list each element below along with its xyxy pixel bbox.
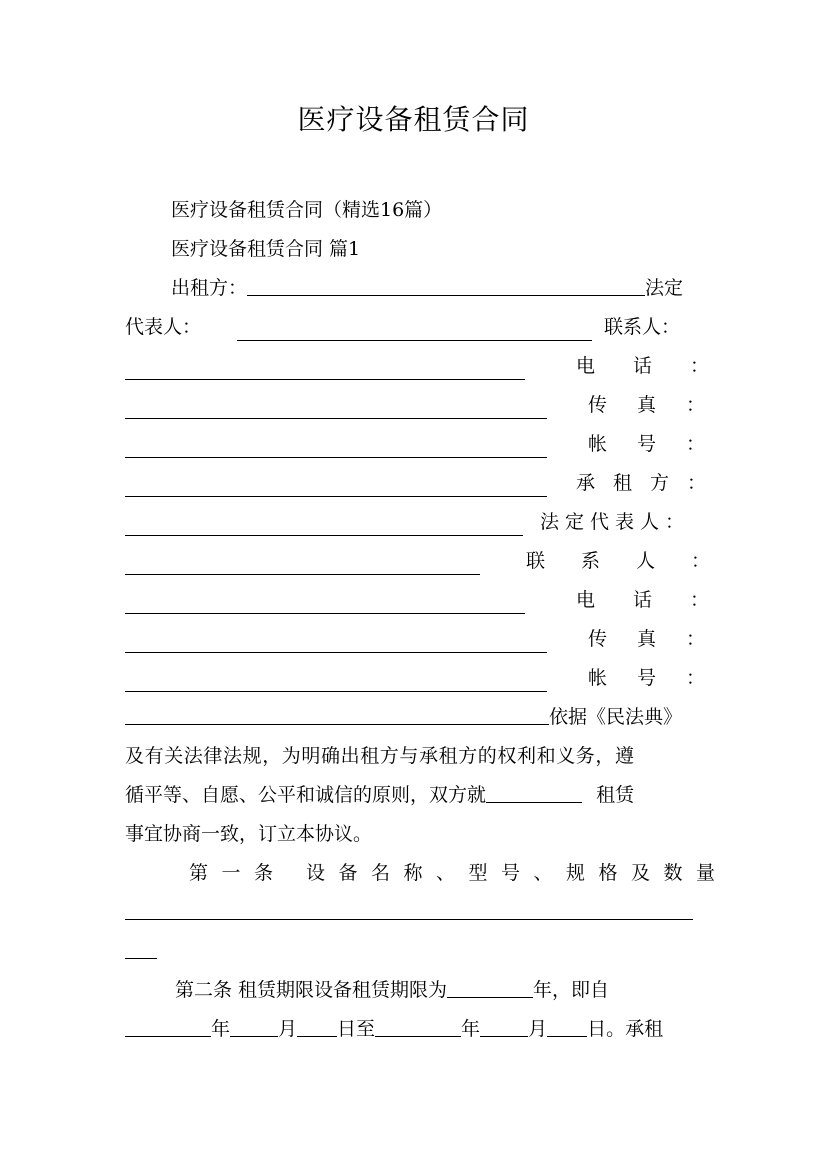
day-label: 日至 [337,1018,376,1040]
account-line [125,426,736,462]
phone-label: 电话： [576,355,748,377]
lessee-contact-line [125,543,747,579]
article2-a: 第二条 租赁期限设备租赁期限为 [175,979,448,1001]
contact-label-2: 联系人： [526,550,747,572]
basis-line [125,699,717,735]
year-label-2: 年 [461,1018,481,1040]
lessee-fax-blank[interactable] [125,667,547,692]
month-label: 月 [278,1018,298,1040]
article1-heading: 第一条 设备名称、型号、规格及数量 [189,862,729,884]
start-year-blank[interactable] [125,1012,211,1037]
para1-line1: 及有关法律法规，为明确出租方与承租方的权利和义务，遵 [125,745,635,767]
end-month-blank[interactable] [480,1012,528,1037]
legal-rep-suffix: 法定 [645,277,684,299]
lessor-line [125,270,700,306]
contact-blank[interactable] [125,355,525,380]
lessor-blank[interactable] [247,271,645,296]
month-label-2: 月 [528,1018,548,1040]
lessee-label: 承租方： [576,472,725,494]
lease-term-blank[interactable] [447,973,533,998]
article1-blank[interactable] [125,895,693,920]
end-day-blank[interactable] [547,1012,587,1037]
lessee-legal-rep-blank[interactable] [125,550,480,575]
lessee-line [125,465,725,501]
document-title: 医疗设备租赁合同 [297,103,530,136]
lessee-contact-blank[interactable] [125,589,525,614]
account-label: 帐号： [588,433,736,455]
rep-prefix: 代表人： [125,316,202,338]
para1-line2 [125,777,700,813]
start-month-blank[interactable] [230,1012,278,1037]
article1-blank-2[interactable] [125,934,157,959]
fax-label-2: 传真： [588,628,736,650]
fax-label: 传真： [588,394,736,416]
article2-line2 [125,1011,700,1047]
fax-blank[interactable] [125,433,547,458]
article2-line1 [125,972,700,1008]
article1-blank-line [125,894,700,930]
lessee-fax-line [125,621,736,657]
legal-rep-blank[interactable] [237,316,592,341]
account-blank[interactable] [125,472,547,497]
day-end-label: 日。承租 [587,1018,664,1040]
lessee-phone-line [125,582,748,618]
para1-line2a: 循平等、自愿、公平和诚信的原则，双方就 [125,784,487,806]
article1-blank-line-2 [125,933,700,969]
lessee-blank[interactable] [125,511,523,536]
phone-blank[interactable] [125,394,547,419]
account-label-2: 帐号： [588,667,736,689]
section-heading: 医疗设备租赁合同 篇1 [171,238,361,260]
phone-line [125,348,748,384]
start-day-blank[interactable] [297,1012,337,1037]
subtitle: 医疗设备租赁合同（精选16篇） [171,199,443,221]
fax-line [125,387,736,423]
para1-line2b: 租赁 [596,784,635,806]
end-year-blank[interactable] [375,1012,461,1037]
para1-line3: 事宜协商一致，订立本协议。 [125,823,373,845]
lessee-account-blank[interactable] [125,700,549,725]
lessor-label: 出租方： [171,277,248,299]
lease-subject-blank[interactable] [486,778,582,803]
lessee-phone-blank[interactable] [125,628,547,653]
article2-b: 年，即自 [533,979,610,1001]
phone-label-2: 电话： [576,589,748,611]
contact-label: 联系人： [604,316,681,338]
basis-text: 依据《民法典》 [549,706,683,728]
legal-rep-line [125,309,700,345]
lessee-legal-rep-line [125,504,700,540]
legal-rep-label: 法定代表人： [540,511,691,533]
lessee-account-line [125,660,736,696]
year-label: 年 [211,1018,231,1040]
